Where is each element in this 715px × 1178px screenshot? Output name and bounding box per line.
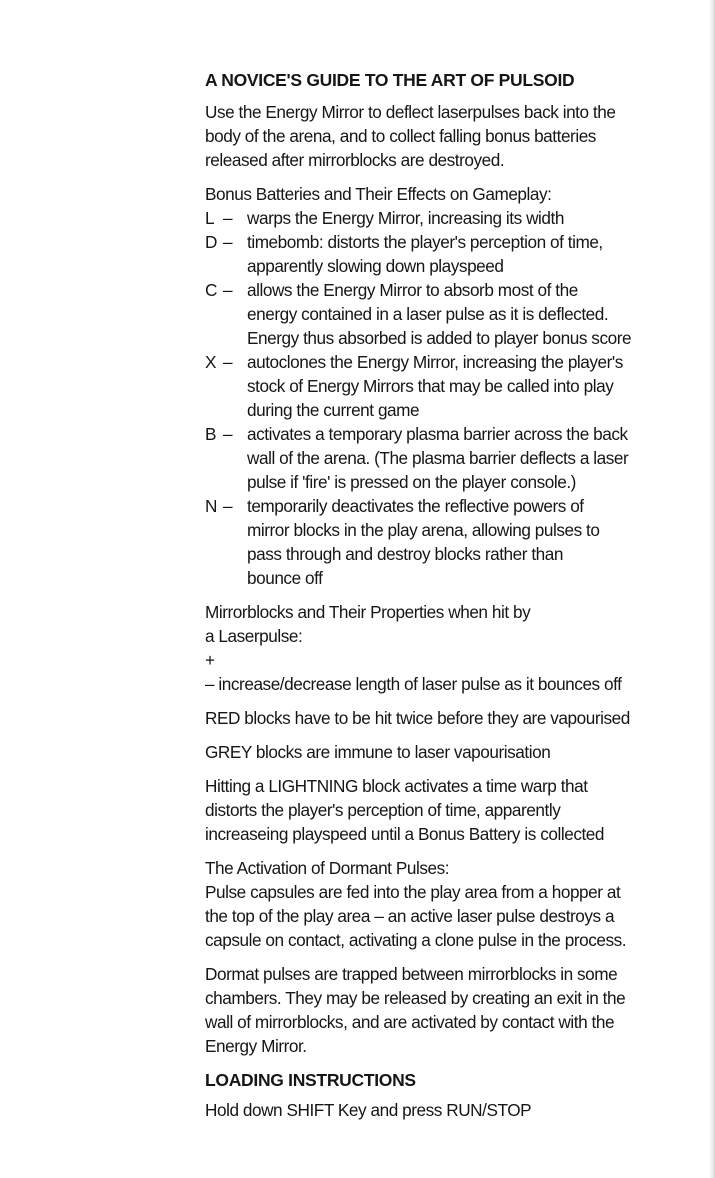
battery-line: apparently slowing down playspeed — [247, 256, 504, 276]
battery-description — [247, 206, 675, 230]
battery-key: N — [205, 496, 217, 516]
battery-key: X — [205, 352, 217, 372]
battery-dash: – — [223, 280, 233, 300]
dormant-capsules-line: capsule on contact, activating a clone pulse in the process. — [205, 930, 627, 950]
mirrorblocks-heading: a Laserpulse: — [205, 626, 303, 646]
dormant-trapped-paragraph — [205, 962, 675, 1058]
intro-paragraph — [205, 100, 675, 172]
battery-description — [247, 422, 675, 494]
red-blocks-text: RED blocks have to be hit twice before they are vapourised — [205, 708, 630, 728]
mirrorblocks-heading: Mirrorblocks and Their Properties when hit by — [205, 602, 531, 622]
battery-line: during the current game — [247, 400, 420, 420]
battery-line: Energy thus absorbed is added to player bonus score — [247, 328, 632, 348]
battery-item-n — [205, 494, 675, 590]
battery-description — [247, 494, 675, 590]
lightning-line: distorts the player's perception of time, apparently — [205, 800, 561, 820]
dormant-capsules-line: Pulse capsules are fed into the play area from a hopper at — [205, 882, 621, 902]
intro-line: body of the arena, and to collect falling bonus batteries — [205, 126, 596, 146]
battery-description — [247, 230, 675, 278]
battery-line: temporarily deactivates the reflective powers of — [247, 496, 584, 516]
battery-item-c — [205, 278, 675, 350]
lightning-line: Hitting a LIGHTNING block activates a time warp that — [205, 776, 588, 796]
dormant-trapped-line: chambers. They may be released by creating an exit in the — [205, 988, 626, 1008]
battery-dash: – — [223, 424, 233, 444]
grey-blocks-text: GREY blocks are immune to laser vapourisation — [205, 742, 551, 762]
battery-line: timebomb: distorts the player's perception of time, — [247, 232, 603, 252]
battery-item-d — [205, 230, 675, 278]
batteries-heading: Bonus Batteries and Their Effects on Gameplay: — [205, 184, 552, 204]
battery-line: autoclones the Energy Mirror, increasing the player's — [247, 352, 623, 372]
battery-list — [205, 206, 675, 590]
battery-key: D — [205, 232, 217, 252]
battery-dash: – — [223, 232, 233, 252]
instruction-sheet — [205, 68, 675, 1132]
plus-minus-description: – increase/decrease length of laser pulse as it bounces off — [205, 674, 622, 694]
battery-item-x — [205, 350, 675, 422]
dormant-trapped-line: Dormat pulses are trapped between mirrorblocks in some — [205, 964, 618, 984]
page-edge-shadow — [709, 0, 715, 1178]
battery-item-b — [205, 422, 675, 494]
battery-line: wall of the arena. (The plasma barrier deflects a laser — [247, 448, 629, 468]
dormant-trapped-line: Energy Mirror. — [205, 1036, 307, 1056]
dormant-trapped-line: wall of mirrorblocks, and are activated by contact with the — [205, 1012, 615, 1032]
dormant-paragraph — [205, 856, 675, 952]
battery-line: allows the Energy Mirror to absorb most of the — [247, 280, 578, 300]
intro-line: Use the Energy Mirror to deflect laserpulses back into the — [205, 102, 616, 122]
loading-text: Hold down SHIFT Key and press RUN/STOP — [205, 1100, 532, 1120]
lightning-line: increaseing playspeed until a Bonus Battery is collected — [205, 824, 605, 844]
battery-line: mirror blocks in the play arena, allowing pulses to — [247, 520, 600, 540]
battery-line: bounce off — [247, 568, 323, 588]
dormant-capsules-line: the top of the play area – an active laser pulse destroys a — [205, 906, 615, 926]
battery-line: warps the Energy Mirror, increasing its width — [247, 208, 564, 228]
battery-description — [247, 350, 675, 422]
battery-line: energy contained in a laser pulse as it is deflected. — [247, 304, 609, 324]
lightning-paragraph — [205, 774, 675, 846]
intro-line: released after mirrorblocks are destroyed. — [205, 150, 505, 170]
battery-key: L — [205, 208, 215, 228]
plus-symbol: + — [205, 650, 215, 670]
battery-dash: – — [223, 208, 233, 228]
dormant-heading: The Activation of Dormant Pulses: — [205, 858, 450, 878]
battery-dash: – — [223, 352, 233, 372]
battery-description — [247, 278, 675, 350]
battery-key: B — [205, 424, 217, 444]
battery-line: pulse if 'fire' is pressed on the player console.) — [247, 472, 576, 492]
guide-title: A NOVICE'S GUIDE TO THE ART OF PULSOID — [205, 70, 575, 90]
battery-key: C — [205, 280, 217, 300]
loading-title: LOADING INSTRUCTIONS — [205, 1070, 416, 1090]
battery-line: pass through and destroy blocks rather than — [247, 544, 564, 564]
battery-item-l — [205, 206, 675, 230]
battery-line: stock of Energy Mirrors that may be called into play — [247, 376, 614, 396]
battery-line: activates a temporary plasma barrier across the back — [247, 424, 628, 444]
mirrorblocks-section — [205, 600, 675, 696]
battery-dash: – — [223, 496, 233, 516]
